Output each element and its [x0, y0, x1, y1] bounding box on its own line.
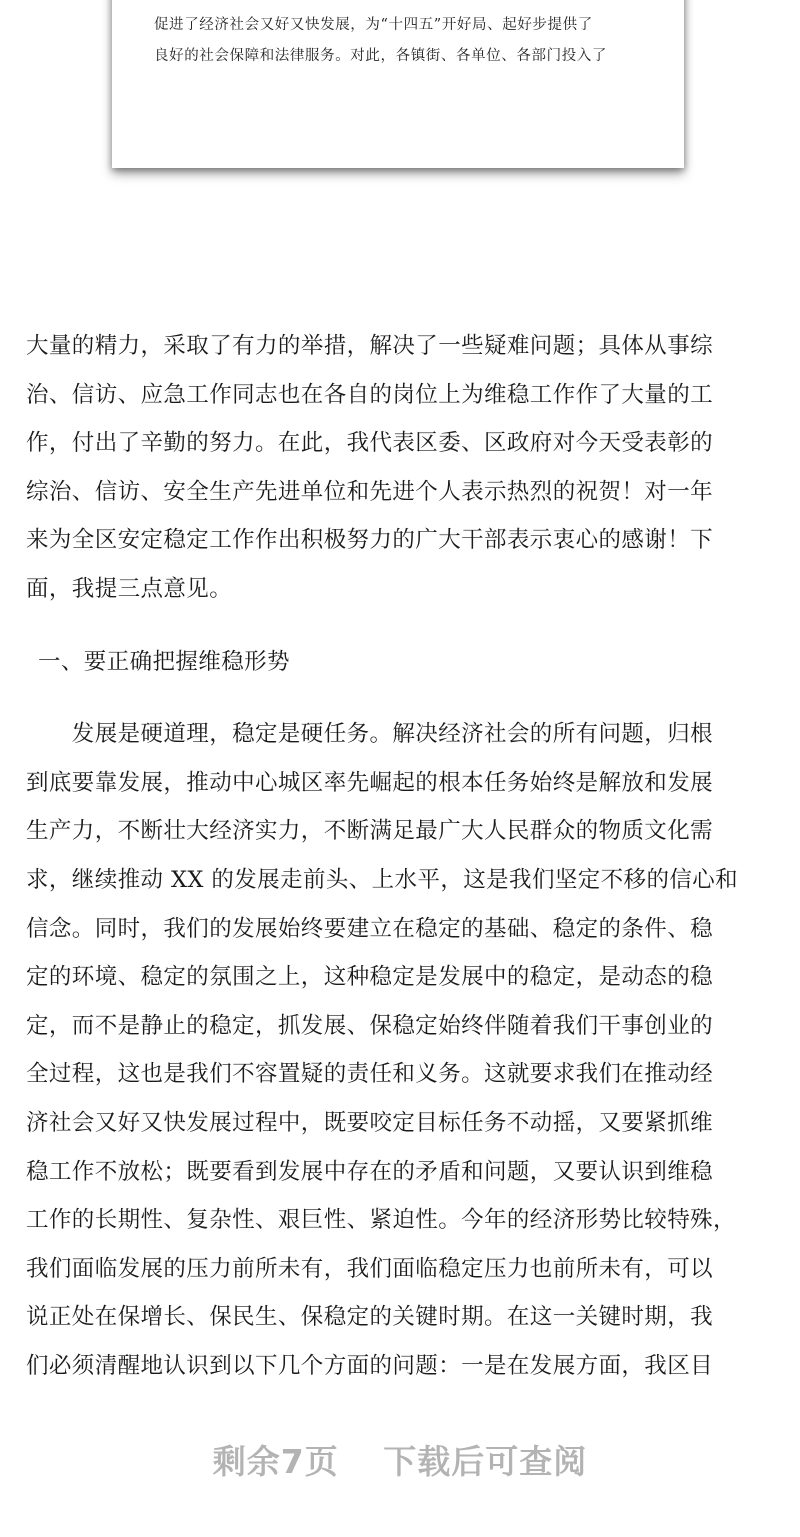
text-line: 发展是硬道理，稳定是硬任务。解决经济社会的所有问题，归根	[26, 721, 714, 748]
text-line: 综治、信访、安全生产先进单位和先进个人表示热烈的祝贺！对一年	[26, 478, 714, 505]
text-line: 定的环境、稳定的氛围之上，这种稳定是发展中的稳定，是动态的稳	[26, 964, 714, 991]
text-line: 求，继续推动 XX 的发展走前头、上水平，这是我们坚定不移的信心和	[26, 866, 739, 893]
download-to-view-label[interactable]: 下载后可查阅	[383, 1442, 588, 1481]
text-line: 生产力，不断壮大经济实力，不断满足最广大人民群众的物质文化需	[26, 818, 714, 845]
document-body	[26, 322, 778, 1390]
paragraph-intro	[26, 322, 778, 614]
preview-text-line: 促进了经济社会又好又快发展，为“十四五”开好局、起好步提供了	[154, 17, 593, 33]
text-line: 治、信访、应急工作同志也在各自的岗位上为维稳工作作了大量的工	[26, 381, 714, 408]
text-line: 到底要靠发展，推动中心城区率先崛起的根本任务始终是解放和发展	[26, 769, 714, 796]
text-line: 济社会又好又快发展过程中，既要咬定目标任务不动摇，又要紧抓维	[26, 1109, 714, 1136]
text-line: 定，而不是静止的稳定，抓发展、保稳定始终伴随着我们干事创业的	[26, 1012, 714, 1039]
remaining-pages-label[interactable]: 剩余7页	[212, 1442, 339, 1481]
text-line: 稳工作不放松；既要看到发展中存在的矛盾和问题，又要认识到维稳	[26, 1158, 714, 1185]
preview-page-card	[112, 0, 684, 168]
section-heading: 一、要正确把握维稳形势	[38, 648, 290, 675]
text-line: 信念。同时，我们的发展始终要建立在稳定的基础、稳定的条件、稳	[26, 915, 714, 942]
paragraph-stability	[26, 710, 778, 1390]
text-line: 作，付出了辛勤的努力。在此，我代表区委、区政府对今天受表彰的	[26, 430, 714, 457]
download-prompt[interactable]	[0, 1436, 800, 1483]
text-line: 全过程，这也是我们不容置疑的责任和义务。这就要求我们在推动经	[26, 1061, 714, 1088]
text-line: 们必须清醒地认识到以下几个方面的问题：一是在发展方面，我区目	[26, 1352, 714, 1379]
text-line: 面，我提三点意见。	[26, 575, 233, 602]
text-line: 来为全区安定稳定工作作出积极努力的广大干部表示衷心的感谢！下	[26, 527, 714, 554]
text-line: 说正处在保增长、保民生、保稳定的关键时期。在这一关键时期，我	[26, 1304, 714, 1331]
text-line: 工作的长期性、复杂性、艰巨性、紧迫性。今年的经济形势比较特殊，	[26, 1207, 736, 1234]
text-line: 大量的精力，采取了有力的举措，解决了一些疑难问题；具体从事综	[26, 333, 714, 359]
preview-text-line: 良好的社会保障和法律服务。对此，各镇街、各单位、各部门投入了	[154, 48, 607, 64]
text-line: 我们面临发展的压力前所未有，我们面临稳定压力也前所未有，可以	[26, 1255, 714, 1282]
